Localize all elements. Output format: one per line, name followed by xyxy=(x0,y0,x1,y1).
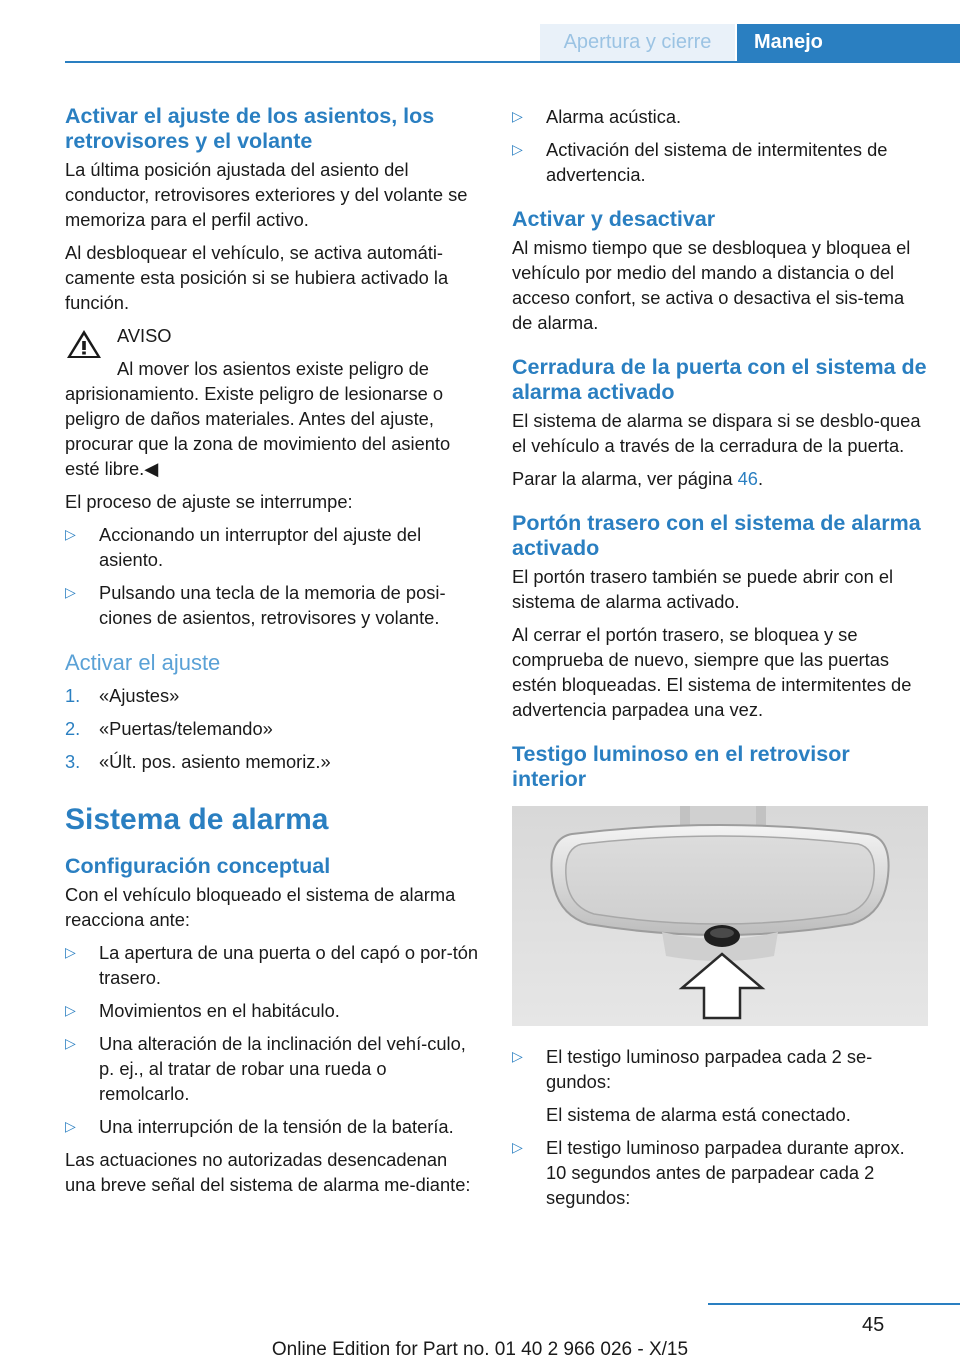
list-item-text: Accionando un interruptor del ajuste del asiento. xyxy=(99,524,422,570)
warning-line: Al mover los asientos existe peligro de xyxy=(117,358,429,379)
bullet-triangle-icon: ▷ xyxy=(65,1118,76,1134)
list-item-text: La apertura de una puerta o del capó o por‐tón trasero. xyxy=(99,942,479,988)
list-item xyxy=(512,1044,928,1127)
step-item xyxy=(65,716,480,741)
paragraph: El proceso de ajuste se interrumpe: xyxy=(65,491,353,512)
step-number: 2. xyxy=(65,718,81,739)
page-number-rule xyxy=(708,1303,960,1305)
list-item-text: Alarma acústica. xyxy=(546,106,682,127)
list-item xyxy=(65,1114,480,1139)
list-item xyxy=(65,1031,480,1106)
list-item xyxy=(65,580,480,630)
list-item xyxy=(65,522,480,572)
header-rule xyxy=(65,61,960,63)
header-chapter-tab: Manejo xyxy=(737,24,960,61)
list-item-text: Una interrupción de la tensión de la batería. xyxy=(99,1116,454,1137)
heading-seat-adjust: Activar el ajuste de los asientos, los retrovisores y el volante xyxy=(65,104,435,153)
warning-box xyxy=(65,323,480,481)
left-column xyxy=(65,104,480,1205)
list-item xyxy=(65,998,480,1023)
paragraph xyxy=(512,466,928,491)
bullet-triangle-icon: ▷ xyxy=(512,141,523,157)
bullet-triangle-icon: ▷ xyxy=(512,108,523,124)
step-text: «Últ. pos. asiento memoriz.» xyxy=(99,751,331,772)
step-text: «Puertas/telemando» xyxy=(99,718,273,739)
paragraph: Al desbloquear el vehículo, se activa automáti‐camente esta posición si se hubiera activado la función. xyxy=(65,242,449,313)
heading-alarm-system: Sistema de alarma xyxy=(65,803,329,836)
indicator-list xyxy=(512,1044,928,1210)
warning-icon xyxy=(65,327,103,361)
page-link[interactable]: 46 xyxy=(737,468,758,489)
step-number: 3. xyxy=(65,751,81,772)
warning-body xyxy=(65,356,480,481)
bullet-triangle-icon: ▷ xyxy=(65,1035,76,1051)
bullet-triangle-icon: ▷ xyxy=(65,944,76,960)
list-item xyxy=(512,137,928,187)
bullet-triangle-icon: ▷ xyxy=(65,1002,76,1018)
text: Parar la alarma, ver página xyxy=(512,468,738,489)
text: . xyxy=(757,468,764,489)
list-item-text: El testigo luminoso parpadea durante aprox. 10 segundos antes de parpadear cada 2 segundos: xyxy=(546,1137,905,1208)
right-column xyxy=(512,104,928,1218)
rearview-mirror-image xyxy=(512,806,928,1026)
paragraph: Las actuaciones no autorizadas desencadenan una breve señal del sistema de alarma me‐diante: xyxy=(65,1149,471,1195)
bullet-triangle-icon: ▷ xyxy=(65,526,76,542)
heading-activate-adjust: Activar el ajuste xyxy=(65,650,221,675)
list-item-text: Movimientos en el habitáculo. xyxy=(99,1000,340,1021)
step-number: 1. xyxy=(65,685,81,706)
paragraph: Con el vehículo bloqueado el sistema de alarma reacciona ante: xyxy=(65,884,456,930)
list-item-text: Activación del sistema de intermitentes de advertencia. xyxy=(546,139,888,185)
step-item xyxy=(65,683,480,708)
paragraph: El portón trasero también se puede abrir con el sistema de alarma activado. xyxy=(512,566,894,612)
warning-text: aprisionamiento. Existe peligro de lesionarse o peligro de daños materiales. Antes del ajuste, procurar que la zona de movimiento del asiento esté libre.◀ xyxy=(65,383,451,479)
paragraph: La última posición ajustada del asiento del conductor, retrovisores exteriores y del volante se memoriza para el perfil activo. xyxy=(65,159,468,230)
paragraph: Al mismo tiempo que se desbloquea y bloquea el vehículo por medio del mando a distancia o del acceso confort, se activa o desactiva el sis‐tema de alarma. xyxy=(512,237,911,333)
list-item-text: El testigo luminoso parpadea cada 2 se‐gundos: xyxy=(546,1046,873,1092)
heading-tailgate: Portón trasero con el sistema de alarma activado xyxy=(512,511,921,560)
steps-list xyxy=(65,683,480,774)
heading-indicator-light: Testigo luminoso en el retrovisor interior xyxy=(512,742,850,791)
signals-list xyxy=(512,104,928,187)
warning-title: AVISO xyxy=(117,325,172,346)
heading-door-lock: Cerradura de la puerta con el sistema de alarma activado xyxy=(512,355,927,404)
page-number: 45 xyxy=(862,1314,885,1336)
list-item xyxy=(512,104,928,129)
list-item-text: Una alteración de la inclinación del vehí‐culo, p. ej., al tratar de robar una rueda o remolcarlo. xyxy=(99,1033,466,1104)
paragraph: Al cerrar el portón trasero, se bloquea y se comprueba de nuevo, siempre que las puertas estén bloqueadas. El sistema de intermitentes de advertencia parpadea una vez. xyxy=(512,624,912,720)
list-item-subtext: El sistema de alarma está conectado. xyxy=(546,1104,851,1125)
list-item-text: Pulsando una tecla de la memoria de posi‐ciones de asientos, retrovisores y volante. xyxy=(99,582,446,628)
step-text: «Ajustes» xyxy=(99,685,180,706)
bullet-triangle-icon: ▷ xyxy=(512,1139,523,1155)
paragraph: El sistema de alarma se dispara si se desblo‐quea el vehículo a través de la cerradura de la puerta. xyxy=(512,410,921,456)
bullet-triangle-icon: ▷ xyxy=(512,1048,523,1064)
header-section: Apertura y cierre xyxy=(540,24,735,61)
list-item xyxy=(65,940,480,990)
heading-concept: Configuración conceptual xyxy=(65,854,331,878)
bullet-triangle-icon: ▷ xyxy=(65,584,76,600)
reacts-list xyxy=(65,940,480,1139)
heading-activate-deactivate: Activar y desactivar xyxy=(512,207,716,231)
step-item xyxy=(65,749,480,774)
footer-edition: Online Edition for Part no. 01 40 2 966 026 - X/15 xyxy=(271,1339,689,1360)
interrupt-list xyxy=(65,522,480,630)
list-item xyxy=(512,1135,928,1210)
